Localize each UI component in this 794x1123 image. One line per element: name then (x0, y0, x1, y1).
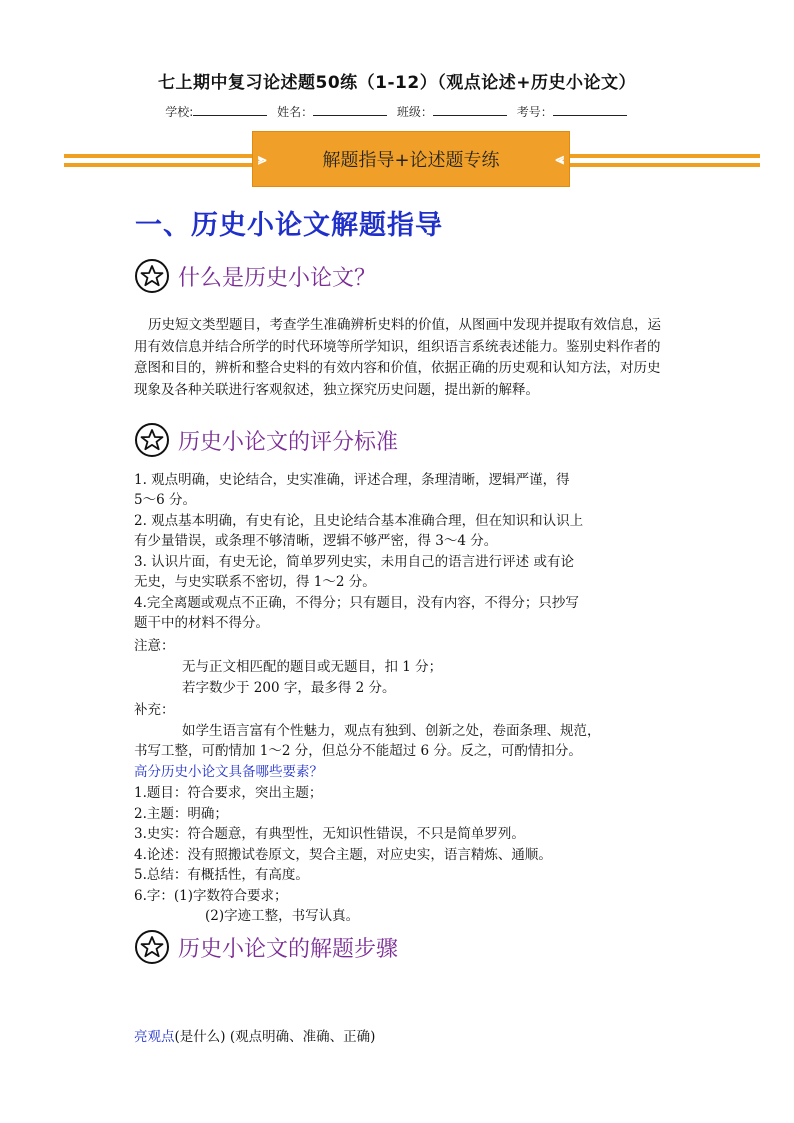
subsection-heading-criteria (134, 422, 398, 458)
student-info-line (0, 103, 794, 120)
subsection-heading-steps (134, 929, 398, 965)
element-item: 6.字：(1)字数符合要求； (134, 888, 288, 904)
school-blank[interactable] (193, 103, 267, 116)
criteria-line: 2. 观点基本明确，有史有论，且史论结合基本准确合理，但在知识和认识上 (134, 513, 584, 529)
name-blank[interactable] (313, 103, 387, 116)
criteria-line: 3. 认识片面，有史无论，简单罗列史实，未用自己的语言进行评述 或有论 (134, 554, 574, 570)
subsection-title: 什么是历史小论文？ (178, 265, 377, 291)
supplement-line: 如学生语言富有个性魅力，观点有独到、创新之处，卷面条理、规范， (182, 723, 601, 739)
note-line: 无与正文相匹配的题目或无题目，扣 1 分； (182, 659, 443, 675)
definition-paragraph: 历史短文类型题目，考查学生准确辨析史料的价值，从图画中发现并提取有效信息，运用有效信息并结合所学的时代环境等所学知识，组织语言系统表述能力。鉴别史料作者的意图和目的，辨析和整合史料的有效内容和价值，依据正确的历史观和认知方法，对历史现象及各种关联进行客观叙述，独立探究历史问题，提出新的解释。 (134, 317, 661, 398)
supplement-line: 书写工整，可酌情加 1～2 分，但总分不能超过 6 分。反之，可酌情扣分。 (134, 743, 582, 759)
step-description: (是什么) (观点明确、准确、正确) (174, 1029, 376, 1045)
element-item: 5.总结：有概括性，有高度。 (134, 867, 309, 883)
subsection-title: 历史小论文的解题步骤 (178, 936, 399, 962)
name-label: 姓名： (277, 105, 314, 119)
step-line (134, 1027, 375, 1047)
element-item: 4.论述：没有照搬试卷原文，契合主题，对应史实，语言精炼、通顺。 (134, 847, 552, 863)
criteria-line: 4.完全离题或观点不正确，不得分；只有题目，没有内容，不得分；只抄写 (134, 595, 579, 611)
class-blank[interactable] (433, 103, 507, 116)
star-circle-icon (134, 929, 170, 965)
class-label: 班级： (396, 105, 433, 119)
element-item: 3.史实：符合题意，有典型性，无知识性错误，不只是简单罗列。 (134, 826, 525, 842)
element-item: 2.主题：明确； (134, 806, 228, 822)
element-item: 1.题目：符合要求，突出主题； (134, 785, 323, 801)
banner-label: 解题指导+论述题专练 (322, 150, 500, 171)
subsection-title: 历史小论文的评分标准 (178, 429, 399, 455)
double-arrow-icon: ⪢ (258, 150, 267, 168)
criteria-line: 1. 观点明确，史论结合，史实准确，评述合理，条理清晰，逻辑严谨，得 (134, 472, 570, 488)
star-circle-icon (134, 258, 170, 294)
double-arrow-icon: ⪡ (555, 150, 564, 168)
page-title: 七上期中复习论述题50练（1-12）（观点论述+历史小论文） (158, 73, 636, 93)
exam-no-blank[interactable] (553, 103, 627, 116)
section-banner (252, 131, 570, 187)
criteria-line: 无史，与史实联系不密切，得 1～2 分。 (134, 574, 376, 590)
note-label: 注意： (134, 638, 175, 654)
exam-no-label: 考号： (516, 105, 553, 119)
step-label: 亮观点 (134, 1029, 175, 1045)
element-item: (2)字迹工整，书写认真。 (205, 908, 360, 924)
supplement-label: 补充： (134, 702, 175, 718)
subsection-heading-what (134, 258, 376, 294)
note-line: 若字数少于 200 字，最多得 2 分。 (182, 680, 396, 696)
school-label: 学校: (165, 105, 194, 119)
star-circle-icon (134, 422, 170, 458)
elements-question: 高分历史小论文具备哪些要素？ (134, 764, 323, 780)
criteria-line: 5～6 分。 (134, 492, 196, 508)
criteria-line: 题干中的材料不得分。 (134, 615, 269, 631)
section-heading: 一、历史小论文解题指导 (135, 210, 443, 241)
criteria-line: 有少量错误，或条理不够清晰，逻辑不够严密，得 3～4 分。 (134, 533, 498, 549)
